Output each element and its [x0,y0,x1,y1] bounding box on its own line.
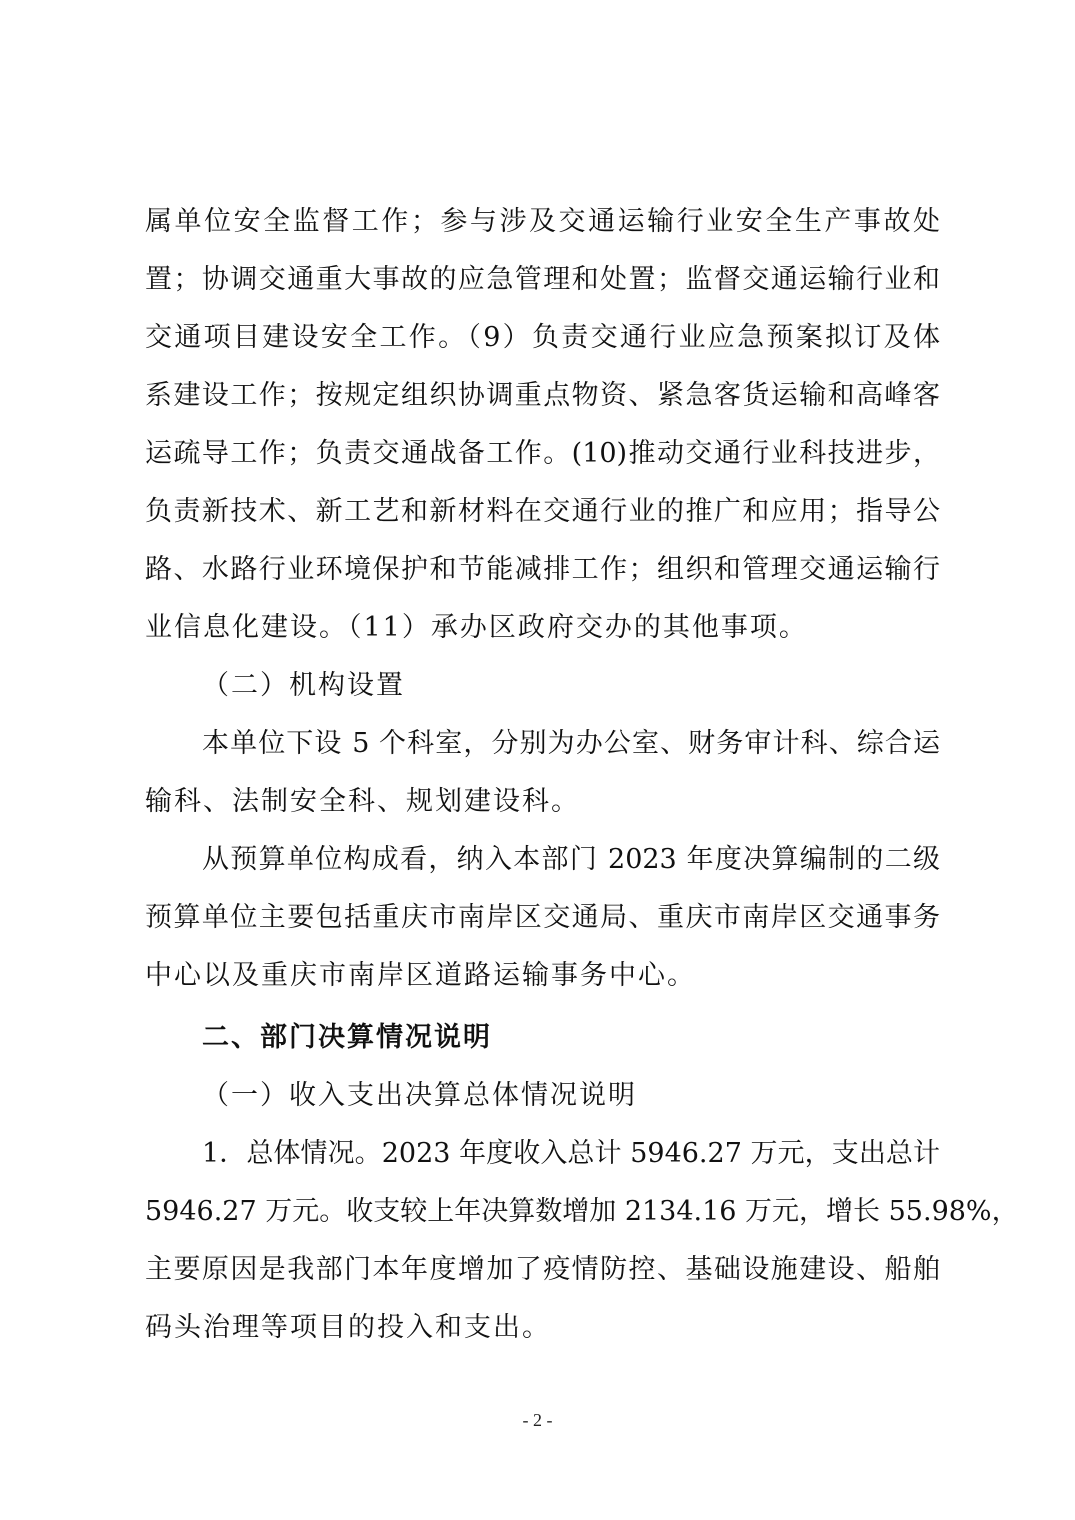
subsection-heading: （一）收入支出决算总体情况说明 [202,1080,637,1111]
page-number: - 2 - [522,1410,553,1430]
text-line: 属单位安全监督工作；参与涉及交通运输行业安全生产事故处 [145,206,940,237]
text-line: 5946.27 万元。收支较上年决算数增加 2134.16 万元，增长 55.98%， [145,1196,1019,1227]
text-line: 负责新技术、新工艺和新材料在交通行业的推广和应用；指导公 [145,496,940,527]
text-line: 中心以及重庆市南岸区道路运输事务中心。 [145,960,696,991]
text-line: 置；协调交通重大事故的应急管理和处置；监督交通运输行业和 [145,264,940,295]
text-line: 交通项目建设安全工作。（9）负责交通行业应急预案拟订及体 [145,322,940,353]
chapter-heading: 二、部门决算情况说明 [202,1022,492,1053]
paragraph-start: 1．总体情况。2023 年度收入总计 5946.27 万元，支出总计 [202,1138,940,1169]
text-line: 路、水路行业环境保护和节能减排工作；组织和管理交通运输行 [145,554,940,585]
text-line: 主要原因是我部门本年度增加了疫情防控、基础设施建设、船舶 [145,1254,940,1285]
text-line: 预算单位主要包括重庆市南岸区交通局、重庆市南岸区交通事务 [145,902,940,933]
text-line: 输科、法制安全科、规划建设科。 [145,786,580,817]
text-line: 系建设工作；按规定组织协调重点物资、紧急客货运输和高峰客 [145,380,940,411]
text-line: 码头治理等项目的投入和支出。 [145,1312,551,1343]
text-line: 运疏导工作；负责交通战备工作。(10)推动交通行业科技进步， [145,438,940,469]
section-heading: （二）机构设置 [202,670,405,701]
paragraph-start: 从预算单位构成看，纳入本部门 2023 年度决算编制的二级 [202,844,940,875]
paragraph-start: 本单位下设 5 个科室，分别为办公室、财务审计科、综合运 [202,728,940,759]
text-line: 业信息化建设。（11）承办区政府交办的其他事项。 [145,612,808,643]
